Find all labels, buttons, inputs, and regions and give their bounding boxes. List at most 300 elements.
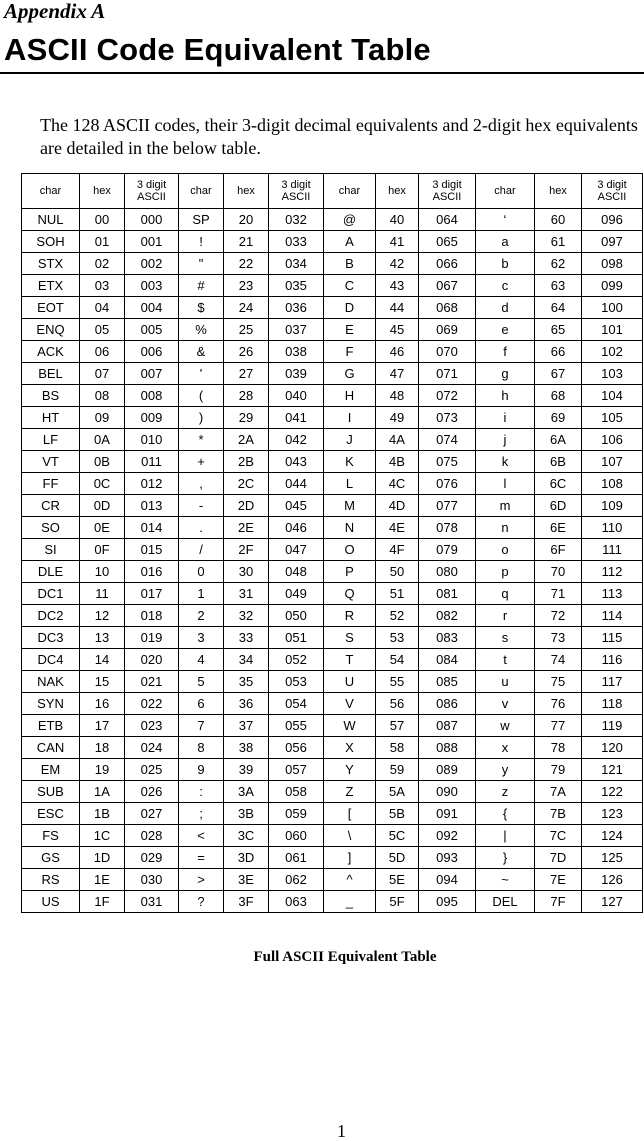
table-cell: 72 xyxy=(535,605,582,627)
table-cell: 69 xyxy=(535,407,582,429)
table-cell: 003 xyxy=(125,275,179,297)
table-cell: 098 xyxy=(582,253,643,275)
table-row xyxy=(22,891,643,913)
table-cell: 6A xyxy=(535,429,582,451)
table-cell: 066 xyxy=(419,253,476,275)
table-cell: 027 xyxy=(125,803,179,825)
table-row xyxy=(22,847,643,869)
table-cell: 015 xyxy=(125,539,179,561)
table-cell: J xyxy=(324,429,376,451)
table-cell: 19 xyxy=(80,759,125,781)
table-cell: 083 xyxy=(419,627,476,649)
table-cell: 15 xyxy=(80,671,125,693)
table-cell: 036 xyxy=(269,297,324,319)
table-cell: 016 xyxy=(125,561,179,583)
table-cell: n xyxy=(476,517,535,539)
table-cell: 02 xyxy=(80,253,125,275)
table-cell: Y xyxy=(324,759,376,781)
table-cell: 2C xyxy=(224,473,269,495)
table-cell: 014 xyxy=(125,517,179,539)
table-cell: = xyxy=(179,847,224,869)
table-row xyxy=(22,275,643,297)
table-cell: f xyxy=(476,341,535,363)
table-cell: 66 xyxy=(535,341,582,363)
table-cell: g xyxy=(476,363,535,385)
table-cell: 012 xyxy=(125,473,179,495)
table-row xyxy=(22,759,643,781)
table-cell: 11 xyxy=(80,583,125,605)
table-cell: 124 xyxy=(582,825,643,847)
table-cell: 070 xyxy=(419,341,476,363)
table-cell: CR xyxy=(22,495,80,517)
table-cell: 026 xyxy=(125,781,179,803)
table-cell: ? xyxy=(179,891,224,913)
table-cell: C xyxy=(324,275,376,297)
table-cell: 052 xyxy=(269,649,324,671)
table-cell: ^ xyxy=(324,869,376,891)
table-cell: SOH xyxy=(22,231,80,253)
table-row xyxy=(22,561,643,583)
table-row xyxy=(22,407,643,429)
table-row xyxy=(22,473,643,495)
table-row xyxy=(22,253,643,275)
table-cell: B xyxy=(324,253,376,275)
table-cell: RS xyxy=(22,869,80,891)
table-cell: 046 xyxy=(269,517,324,539)
table-cell: 120 xyxy=(582,737,643,759)
table-cell: 055 xyxy=(269,715,324,737)
table-cell: 033 xyxy=(269,231,324,253)
table-cell: , xyxy=(179,473,224,495)
table-cell: % xyxy=(179,319,224,341)
table-cell: 57 xyxy=(376,715,419,737)
table-cell: 062 xyxy=(269,869,324,891)
table-cell: 104 xyxy=(582,385,643,407)
appendix-label: Appendix A xyxy=(4,0,106,23)
column-header: char xyxy=(22,174,80,209)
table-cell: 127 xyxy=(582,891,643,913)
table-cell: 057 xyxy=(269,759,324,781)
table-cell: 021 xyxy=(125,671,179,693)
table-cell: + xyxy=(179,451,224,473)
table-cell: 114 xyxy=(582,605,643,627)
table-cell: 68 xyxy=(535,385,582,407)
table-cell: 74 xyxy=(535,649,582,671)
column-header: hex xyxy=(535,174,582,209)
table-cell: BS xyxy=(22,385,80,407)
table-cell: ETX xyxy=(22,275,80,297)
table-cell: DEL xyxy=(476,891,535,913)
table-cell: ] xyxy=(324,847,376,869)
table-cell: 7B xyxy=(535,803,582,825)
ascii-table xyxy=(21,173,643,913)
table-cell: 002 xyxy=(125,253,179,275)
table-cell: 081 xyxy=(419,583,476,605)
table-cell: 032 xyxy=(269,209,324,231)
table-cell: 62 xyxy=(535,253,582,275)
table-cell: a xyxy=(476,231,535,253)
table-cell: v xyxy=(476,693,535,715)
table-cell: b xyxy=(476,253,535,275)
table-cell: 20 xyxy=(224,209,269,231)
table-cell: 10 xyxy=(80,561,125,583)
table-cell: 1F xyxy=(80,891,125,913)
table-cell: W xyxy=(324,715,376,737)
table-cell: 78 xyxy=(535,737,582,759)
table-row xyxy=(22,693,643,715)
table-cell: z xyxy=(476,781,535,803)
table-cell: 017 xyxy=(125,583,179,605)
table-cell: ACK xyxy=(22,341,80,363)
column-header: 3 digit ASCII xyxy=(269,174,324,209)
table-cell: 00 xyxy=(80,209,125,231)
table-cell: 028 xyxy=(125,825,179,847)
table-cell: 16 xyxy=(80,693,125,715)
table-cell: 77 xyxy=(535,715,582,737)
table-cell: 48 xyxy=(376,385,419,407)
table-cell: u xyxy=(476,671,535,693)
table-cell: 1 xyxy=(179,583,224,605)
table-cell: VT xyxy=(22,451,80,473)
column-header: char xyxy=(179,174,224,209)
table-cell: 087 xyxy=(419,715,476,737)
table-cell: 22 xyxy=(224,253,269,275)
table-cell: 050 xyxy=(269,605,324,627)
table-cell: LF xyxy=(22,429,80,451)
column-header: hex xyxy=(224,174,269,209)
table-cell: 022 xyxy=(125,693,179,715)
table-cell: A xyxy=(324,231,376,253)
table-cell: STX xyxy=(22,253,80,275)
table-cell: U xyxy=(324,671,376,693)
table-cell: 45 xyxy=(376,319,419,341)
table-cell: ' xyxy=(179,363,224,385)
table-cell: 061 xyxy=(269,847,324,869)
table-cell: 074 xyxy=(419,429,476,451)
table-cell: 008 xyxy=(125,385,179,407)
table-cell: DC3 xyxy=(22,627,80,649)
table-row xyxy=(22,803,643,825)
table-cell: 059 xyxy=(269,803,324,825)
table-cell: D xyxy=(324,297,376,319)
table-cell: 5F xyxy=(376,891,419,913)
table-row xyxy=(22,385,643,407)
table-cell: 077 xyxy=(419,495,476,517)
table-cell: 12 xyxy=(80,605,125,627)
table-cell: 5C xyxy=(376,825,419,847)
table-cell: 025 xyxy=(125,759,179,781)
table-cell: 01 xyxy=(80,231,125,253)
table-cell: 030 xyxy=(125,869,179,891)
table-cell: 24 xyxy=(224,297,269,319)
table-cell: * xyxy=(179,429,224,451)
table-cell: 73 xyxy=(535,627,582,649)
table-cell: m xyxy=(476,495,535,517)
table-cell: > xyxy=(179,869,224,891)
table-cell: 36 xyxy=(224,693,269,715)
table-cell: 49 xyxy=(376,407,419,429)
table-cell: 75 xyxy=(535,671,582,693)
table-row xyxy=(22,825,643,847)
table-cell: 111 xyxy=(582,539,643,561)
table-cell: Z xyxy=(324,781,376,803)
table-cell: 0C xyxy=(80,473,125,495)
table-cell: 40 xyxy=(376,209,419,231)
table-cell: 091 xyxy=(419,803,476,825)
table-cell: 119 xyxy=(582,715,643,737)
table-cell: 2F xyxy=(224,539,269,561)
column-header: 3 digit ASCII xyxy=(125,174,179,209)
table-cell: 6B xyxy=(535,451,582,473)
table-cell: 084 xyxy=(419,649,476,671)
table-cell: y xyxy=(476,759,535,781)
table-cell: 41 xyxy=(376,231,419,253)
table-cell: P xyxy=(324,561,376,583)
table-cell: 4A xyxy=(376,429,419,451)
table-cell: 5E xyxy=(376,869,419,891)
table-cell: 118 xyxy=(582,693,643,715)
table-cell: 4E xyxy=(376,517,419,539)
table-cell: 13 xyxy=(80,627,125,649)
table-cell: c xyxy=(476,275,535,297)
column-header: char xyxy=(476,174,535,209)
table-cell: 14 xyxy=(80,649,125,671)
table-cell: BEL xyxy=(22,363,80,385)
table-cell: NAK xyxy=(22,671,80,693)
table-cell: X xyxy=(324,737,376,759)
table-cell: 001 xyxy=(125,231,179,253)
table-cell: " xyxy=(179,253,224,275)
table-cell: 007 xyxy=(125,363,179,385)
table-cell: GS xyxy=(22,847,80,869)
table-cell: 6F xyxy=(535,539,582,561)
table-cell: 71 xyxy=(535,583,582,605)
table-cell: M xyxy=(324,495,376,517)
table-cell: ETB xyxy=(22,715,80,737)
table-cell: 5 xyxy=(179,671,224,693)
table-cell: : xyxy=(179,781,224,803)
table-cell: r xyxy=(476,605,535,627)
table-cell: 56 xyxy=(376,693,419,715)
table-row xyxy=(22,671,643,693)
table-cell: 4D xyxy=(376,495,419,517)
table-cell: 023 xyxy=(125,715,179,737)
table-cell: 63 xyxy=(535,275,582,297)
table-row xyxy=(22,869,643,891)
table-cell: ! xyxy=(179,231,224,253)
table-cell: 09 xyxy=(80,407,125,429)
table-cell: 27 xyxy=(224,363,269,385)
table-cell: 073 xyxy=(419,407,476,429)
table-cell: p xyxy=(476,561,535,583)
table-cell: 038 xyxy=(269,341,324,363)
table-cell: L xyxy=(324,473,376,495)
table-cell: 7C xyxy=(535,825,582,847)
table-row xyxy=(22,451,643,473)
table-cell: 122 xyxy=(582,781,643,803)
table-row xyxy=(22,429,643,451)
table-cell: 072 xyxy=(419,385,476,407)
table-cell: 23 xyxy=(224,275,269,297)
table-cell: DC1 xyxy=(22,583,80,605)
table-cell: 0A xyxy=(80,429,125,451)
table-cell: ; xyxy=(179,803,224,825)
table-cell: F xyxy=(324,341,376,363)
table-cell: i xyxy=(476,407,535,429)
table-cell: o xyxy=(476,539,535,561)
table-cell: 2D xyxy=(224,495,269,517)
table-cell: 043 xyxy=(269,451,324,473)
table-cell: 76 xyxy=(535,693,582,715)
table-row xyxy=(22,715,643,737)
table-cell: 52 xyxy=(376,605,419,627)
table-cell: 075 xyxy=(419,451,476,473)
table-cell: 4 xyxy=(179,649,224,671)
table-cell: 009 xyxy=(125,407,179,429)
table-cell: 2A xyxy=(224,429,269,451)
table-cell: 092 xyxy=(419,825,476,847)
table-cell: 039 xyxy=(269,363,324,385)
table-cell: 18 xyxy=(80,737,125,759)
table-cell: 109 xyxy=(582,495,643,517)
table-cell: FF xyxy=(22,473,80,495)
table-cell: SUB xyxy=(22,781,80,803)
table-header-row xyxy=(22,174,643,209)
title-underline xyxy=(0,72,644,74)
table-cell: h xyxy=(476,385,535,407)
table-cell: R xyxy=(324,605,376,627)
table-cell: [ xyxy=(324,803,376,825)
table-cell: | xyxy=(476,825,535,847)
table-cell: 70 xyxy=(535,561,582,583)
table-cell: 51 xyxy=(376,583,419,605)
table-cell: 35 xyxy=(224,671,269,693)
table-cell: 058 xyxy=(269,781,324,803)
table-cell: 4F xyxy=(376,539,419,561)
table-cell: 044 xyxy=(269,473,324,495)
page-number: 1 xyxy=(337,1121,346,1141)
table-cell: 5A xyxy=(376,781,419,803)
table-cell: 095 xyxy=(419,891,476,913)
table-cell: 59 xyxy=(376,759,419,781)
table-cell: 086 xyxy=(419,693,476,715)
table-cell: 063 xyxy=(269,891,324,913)
table-cell: 30 xyxy=(224,561,269,583)
table-cell: 082 xyxy=(419,605,476,627)
table-cell: 088 xyxy=(419,737,476,759)
table-cell: 3C xyxy=(224,825,269,847)
table-cell: x xyxy=(476,737,535,759)
table-cell: 093 xyxy=(419,847,476,869)
table-cell: t xyxy=(476,649,535,671)
table-cell: ENQ xyxy=(22,319,80,341)
table-cell: EOT xyxy=(22,297,80,319)
table-cell: 65 xyxy=(535,319,582,341)
table-cell: 126 xyxy=(582,869,643,891)
table-cell: 3E xyxy=(224,869,269,891)
table-cell: O xyxy=(324,539,376,561)
table-cell: 32 xyxy=(224,605,269,627)
table-cell: e xyxy=(476,319,535,341)
table-cell: 1D xyxy=(80,847,125,869)
table-cell: 060 xyxy=(269,825,324,847)
table-cell: 21 xyxy=(224,231,269,253)
table-cell: 047 xyxy=(269,539,324,561)
table-cell: 085 xyxy=(419,671,476,693)
table-cell: 79 xyxy=(535,759,582,781)
table-cell: 6 xyxy=(179,693,224,715)
table-cell: 54 xyxy=(376,649,419,671)
table-cell: 096 xyxy=(582,209,643,231)
table-cell: 4B xyxy=(376,451,419,473)
table-cell: 31 xyxy=(224,583,269,605)
table-cell: E xyxy=(324,319,376,341)
table-cell: 0E xyxy=(80,517,125,539)
table-cell: 054 xyxy=(269,693,324,715)
table-cell: _ xyxy=(324,891,376,913)
table-cell: 020 xyxy=(125,649,179,671)
table-cell: @ xyxy=(324,209,376,231)
table-cell: 068 xyxy=(419,297,476,319)
table-cell: 019 xyxy=(125,627,179,649)
table-cell: 040 xyxy=(269,385,324,407)
table-cell: I xyxy=(324,407,376,429)
table-cell: T xyxy=(324,649,376,671)
table-cell: 117 xyxy=(582,671,643,693)
column-header: 3 digit ASCII xyxy=(419,174,476,209)
table-cell: 067 xyxy=(419,275,476,297)
table-cell: 33 xyxy=(224,627,269,649)
table-cell: ‘ xyxy=(476,209,535,231)
table-cell: . xyxy=(179,517,224,539)
table-cell: 056 xyxy=(269,737,324,759)
table-cell: FS xyxy=(22,825,80,847)
table-cell: 1E xyxy=(80,869,125,891)
table-row xyxy=(22,539,643,561)
table-cell: 43 xyxy=(376,275,419,297)
table-cell: 011 xyxy=(125,451,179,473)
table-cell: { xyxy=(476,803,535,825)
table-cell: 46 xyxy=(376,341,419,363)
table-cell: EM xyxy=(22,759,80,781)
table-cell: 1A xyxy=(80,781,125,803)
table-row xyxy=(22,781,643,803)
table-cell: 100 xyxy=(582,297,643,319)
table-cell: 006 xyxy=(125,341,179,363)
table-cell: G xyxy=(324,363,376,385)
table-cell: 08 xyxy=(80,385,125,407)
table-cell: K xyxy=(324,451,376,473)
table-cell: 3B xyxy=(224,803,269,825)
table-cell: ( xyxy=(179,385,224,407)
table-cell: / xyxy=(179,539,224,561)
table-cell: & xyxy=(179,341,224,363)
table-cell: } xyxy=(476,847,535,869)
table-cell: 1B xyxy=(80,803,125,825)
table-row xyxy=(22,297,643,319)
table-cell: 6D xyxy=(535,495,582,517)
table-cell: 102 xyxy=(582,341,643,363)
table-cell: k xyxy=(476,451,535,473)
column-header: 3 digit ASCII xyxy=(582,174,643,209)
table-cell: 029 xyxy=(125,847,179,869)
table-cell: 6E xyxy=(535,517,582,539)
table-cell: 097 xyxy=(582,231,643,253)
table-cell: 024 xyxy=(125,737,179,759)
table-cell: 106 xyxy=(582,429,643,451)
table-cell: 094 xyxy=(419,869,476,891)
table-cell: 60 xyxy=(535,209,582,231)
